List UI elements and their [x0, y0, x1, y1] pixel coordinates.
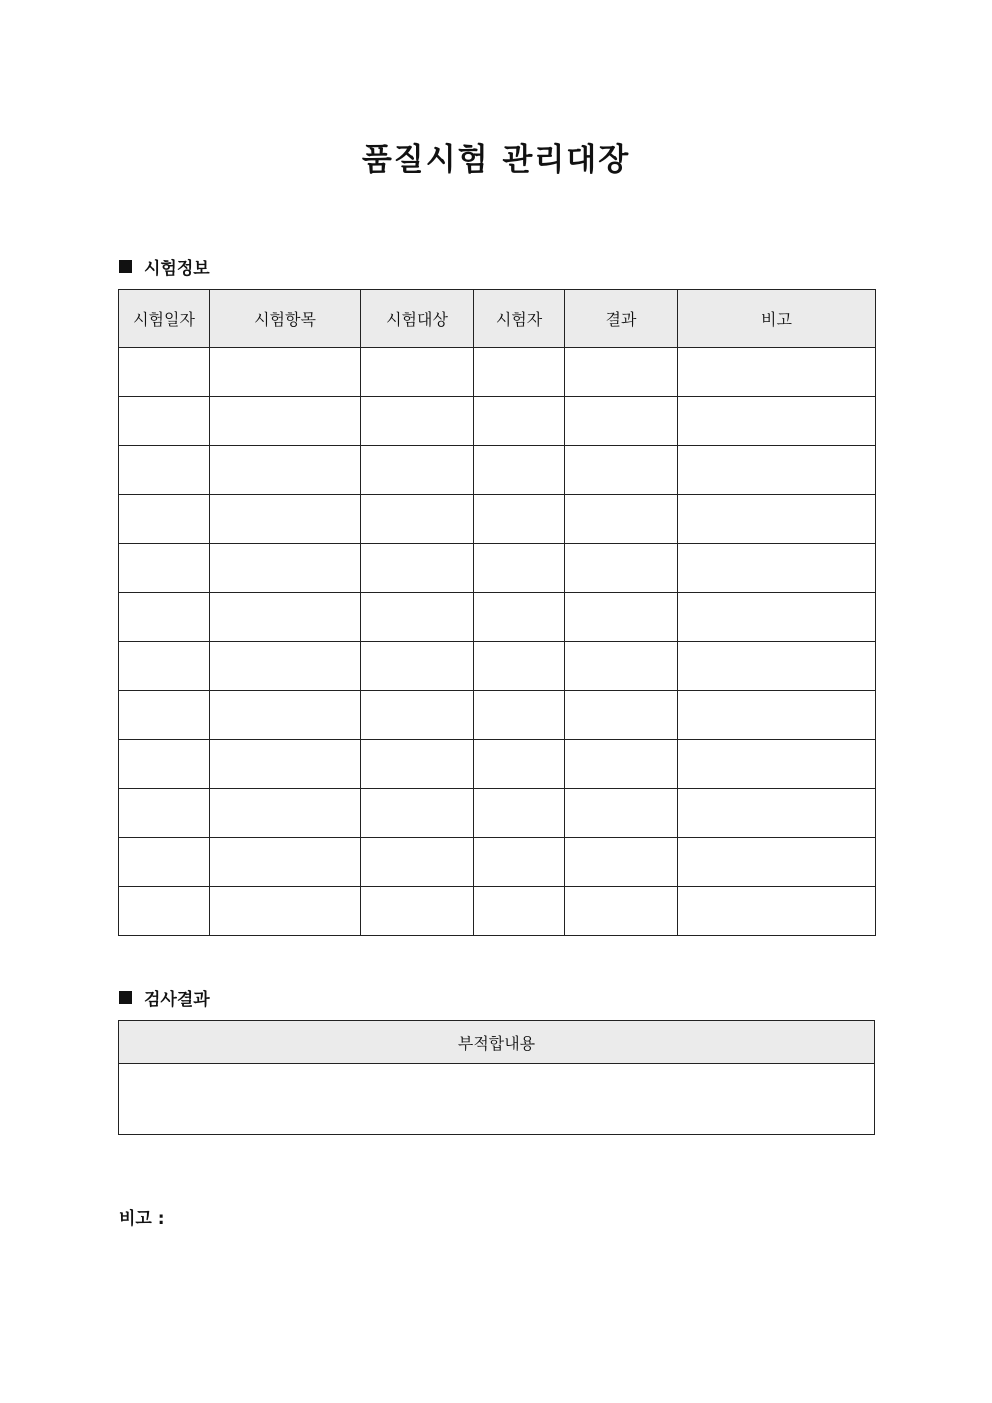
tester-cell[interactable]: [474, 348, 565, 397]
remarks-cell[interactable]: [678, 397, 876, 446]
test-target-cell[interactable]: [361, 593, 474, 642]
table-row: [119, 446, 876, 495]
test-item-cell[interactable]: [210, 642, 361, 691]
table-row: [119, 1064, 875, 1135]
table-header-row: [119, 290, 876, 348]
test-date-cell[interactable]: [119, 348, 210, 397]
test-item-cell[interactable]: [210, 740, 361, 789]
remarks-cell[interactable]: [678, 593, 876, 642]
test-target-cell[interactable]: [361, 691, 474, 740]
table-row: [119, 838, 876, 887]
remarks-cell[interactable]: [678, 642, 876, 691]
section-heading-test-info: [119, 254, 210, 279]
table-row: [119, 691, 876, 740]
tester-cell[interactable]: [474, 789, 565, 838]
remarks-cell[interactable]: [678, 446, 876, 495]
test-date-cell[interactable]: [119, 789, 210, 838]
section-heading-label: 시험정보: [144, 259, 210, 279]
column-header-nonconformity: 부적합내용: [119, 1021, 875, 1064]
tester-cell[interactable]: [474, 740, 565, 789]
test-item-cell[interactable]: [210, 838, 361, 887]
test-item-cell[interactable]: [210, 348, 361, 397]
tester-cell[interactable]: [474, 495, 565, 544]
test-date-cell[interactable]: [119, 593, 210, 642]
tester-cell[interactable]: [474, 691, 565, 740]
result-cell[interactable]: [565, 446, 678, 495]
test-target-cell[interactable]: [361, 348, 474, 397]
test-item-cell[interactable]: [210, 789, 361, 838]
section-heading-label: 검사결과: [144, 990, 210, 1010]
column-header-test-target: 시험대상: [361, 290, 474, 348]
table-header-row: [119, 1021, 875, 1064]
column-header-result: 결과: [565, 290, 678, 348]
section-heading-inspection: [119, 985, 210, 1010]
result-cell[interactable]: [565, 397, 678, 446]
test-date-cell[interactable]: [119, 887, 210, 936]
test-date-cell[interactable]: [119, 446, 210, 495]
test-date-cell[interactable]: [119, 397, 210, 446]
test-info-table: [118, 289, 876, 936]
test-date-cell[interactable]: [119, 544, 210, 593]
test-target-cell[interactable]: [361, 887, 474, 936]
test-item-cell[interactable]: [210, 495, 361, 544]
remarks-cell[interactable]: [678, 789, 876, 838]
remarks-cell[interactable]: [678, 740, 876, 789]
result-cell[interactable]: [565, 691, 678, 740]
column-header-test-date: 시험일자: [119, 290, 210, 348]
test-item-cell[interactable]: [210, 887, 361, 936]
test-target-cell[interactable]: [361, 446, 474, 495]
column-header-remarks: 비고: [678, 290, 876, 348]
test-date-cell[interactable]: [119, 838, 210, 887]
test-target-cell[interactable]: [361, 642, 474, 691]
result-cell[interactable]: [565, 495, 678, 544]
remarks-label: 비고 :: [119, 1209, 165, 1229]
table-row: [119, 887, 876, 936]
result-cell[interactable]: [565, 593, 678, 642]
table-row: [119, 495, 876, 544]
result-cell[interactable]: [565, 544, 678, 593]
result-cell[interactable]: [565, 642, 678, 691]
table-row: [119, 789, 876, 838]
test-date-cell[interactable]: [119, 691, 210, 740]
tester-cell[interactable]: [474, 397, 565, 446]
table-row: [119, 348, 876, 397]
tester-cell[interactable]: [474, 642, 565, 691]
tester-cell[interactable]: [474, 446, 565, 495]
tester-cell[interactable]: [474, 593, 565, 642]
table-row: [119, 642, 876, 691]
test-date-cell[interactable]: [119, 740, 210, 789]
remarks-cell[interactable]: [678, 838, 876, 887]
column-header-tester: 시험자: [474, 290, 565, 348]
remarks-cell[interactable]: [678, 544, 876, 593]
square-bullet-icon: [119, 991, 132, 1004]
test-target-cell[interactable]: [361, 789, 474, 838]
table-row: [119, 544, 876, 593]
test-item-cell[interactable]: [210, 593, 361, 642]
result-cell[interactable]: [565, 348, 678, 397]
test-item-cell[interactable]: [210, 397, 361, 446]
remarks-cell[interactable]: [678, 691, 876, 740]
result-cell[interactable]: [565, 740, 678, 789]
remarks-cell[interactable]: [678, 348, 876, 397]
test-target-cell[interactable]: [361, 495, 474, 544]
square-bullet-icon: [119, 260, 132, 273]
test-target-cell[interactable]: [361, 397, 474, 446]
tester-cell[interactable]: [474, 544, 565, 593]
test-target-cell[interactable]: [361, 740, 474, 789]
table-row: [119, 593, 876, 642]
remarks-cell[interactable]: [678, 887, 876, 936]
result-cell[interactable]: [565, 887, 678, 936]
result-cell[interactable]: [565, 789, 678, 838]
test-item-cell[interactable]: [210, 544, 361, 593]
test-date-cell[interactable]: [119, 495, 210, 544]
tester-cell[interactable]: [474, 838, 565, 887]
page-title: 품질시험 관리대장: [361, 142, 631, 178]
inspection-result-table: [118, 1020, 875, 1135]
tester-cell[interactable]: [474, 887, 565, 936]
test-target-cell[interactable]: [361, 544, 474, 593]
remarks-cell[interactable]: [678, 495, 876, 544]
nonconformity-cell[interactable]: [119, 1064, 875, 1135]
table-row: [119, 397, 876, 446]
test-item-cell[interactable]: [210, 691, 361, 740]
test-info-body: [119, 348, 876, 936]
test-target-cell[interactable]: [361, 838, 474, 887]
test-date-cell[interactable]: [119, 642, 210, 691]
table-row: [119, 740, 876, 789]
test-item-cell[interactable]: [210, 446, 361, 495]
result-cell[interactable]: [565, 838, 678, 887]
column-header-test-item: 시험항목: [210, 290, 361, 348]
